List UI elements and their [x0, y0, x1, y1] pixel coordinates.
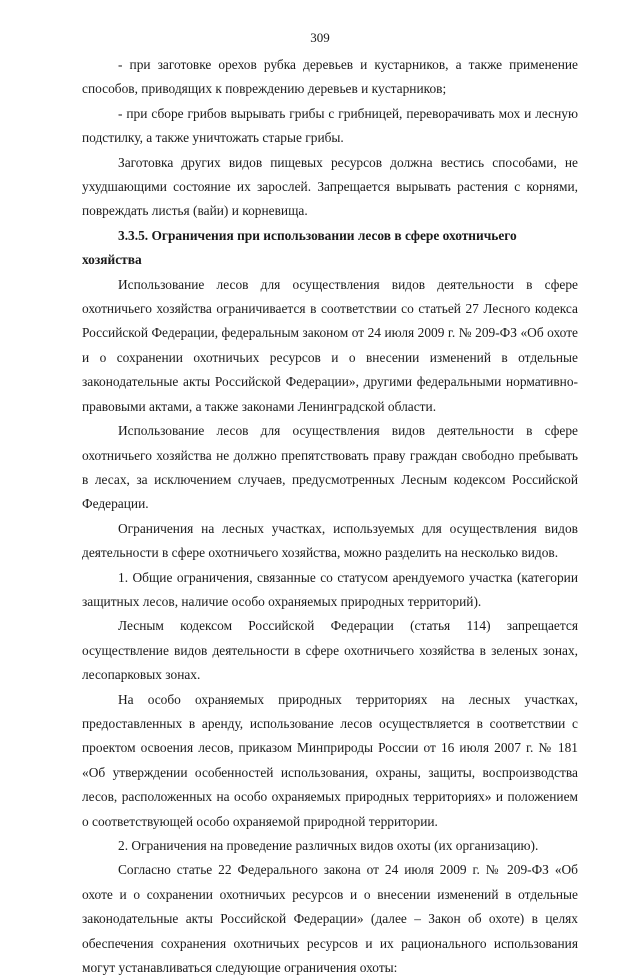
paragraph-hunting-law: Согласно статье 22 Федерального закона от 24 июля 2009 г. № 209-ФЗ «Об охоте и о сохранении охотничьих ресурсов и о внесении изменений в отдельные законодательные акты Российской Федерации» (далее – Закон об охоте) в целях обеспечения сохранения охотничьих ресурсов и их рационального использования могут устанавливаться следующие ограничения охоты: [82, 862, 578, 976]
list-item-mushroom-gathering: - при сборе грибов вырывать грибы с грибницей, переворачивать мох и лесную подстилку, а также уничтожать старые грибы. [82, 105, 578, 146]
page-number: 309 [310, 30, 330, 45]
paragraph-hunting-types: 2. Ограничения на проведение различных видов охоты (их организацию). [118, 838, 539, 853]
list-item-nut-harvesting: - при заготовке орехов рубка деревьев и кустарников, а также применение способов, приводящих к повреждению деревьев и кустарников; [82, 57, 578, 97]
paragraph-protected-areas: На особо охраняемых природных территориях на лесных участках, предоставленных в аренду, использование лесов осуществляется в соответствии с проектом освоения лесов, приказом Минприроды России от 16 июля 2007 г. № 181 «Об утверждении особенностей использования, охраны, защиты, воспроизводства лесов, расположенных на особо охраняемых природных территориях» и положением о соответствующей особо охраняемой природной территории. [82, 691, 578, 829]
paragraph-other-food-resources: Заготовка других видов пищевых ресурсов должна вестись способами, не ухудшающими состояние их зарослей. Запрещается вырывать растения с корнями, повреждать листья (вайи) и корневища. [82, 154, 578, 219]
section-heading: 3.3.5. Ограничения при использовании лесов в сфере охотничьего хозяйства [82, 227, 517, 268]
paragraph-general-restrictions: 1. Общие ограничения, связанные со статусом арендуемого участка (категории защитных лесов, наличие особо охраняемых природных территорий). [82, 569, 578, 609]
paragraph-hunting-restrictions-basis: Использование лесов для осуществления видов деятельности в сфере охотничьего хозяйства ограничивается в соответствии со статьей 27 Лесного кодекса Российской Федерации, федеральным законом от 24 июля 2009 г. № 209-ФЗ «Об охоте и о сохранении охотничьих ресурсов и о внесении изменений в отдельные законодательные акты Российской Федерации», другими федеральными нормативно-правовыми актами, а также законами Ленинградской области. [82, 276, 578, 414]
document-body [82, 53, 578, 980]
paragraph-forest-code-article: Лесным кодексом Российской Федерации (статья 114) запрещается осуществление видов деятельности в сфере охотничьего хозяйства в зеленых зонах, лесопарковых зонах. [82, 618, 578, 683]
paragraph-free-access: Использование лесов для осуществления видов деятельности в сфере охотничьего хозяйства не должно препятствовать праву граждан свободно пребывать в лесах, за исключением случаев, предусмотренных Лесным кодексом Российской Федерации. [82, 423, 578, 512]
paragraph-restriction-types: Ограничения на лесных участках, используемых для осуществления видов деятельности в сфере охотничьего хозяйства, можно разделить на несколько видов. [82, 520, 578, 561]
